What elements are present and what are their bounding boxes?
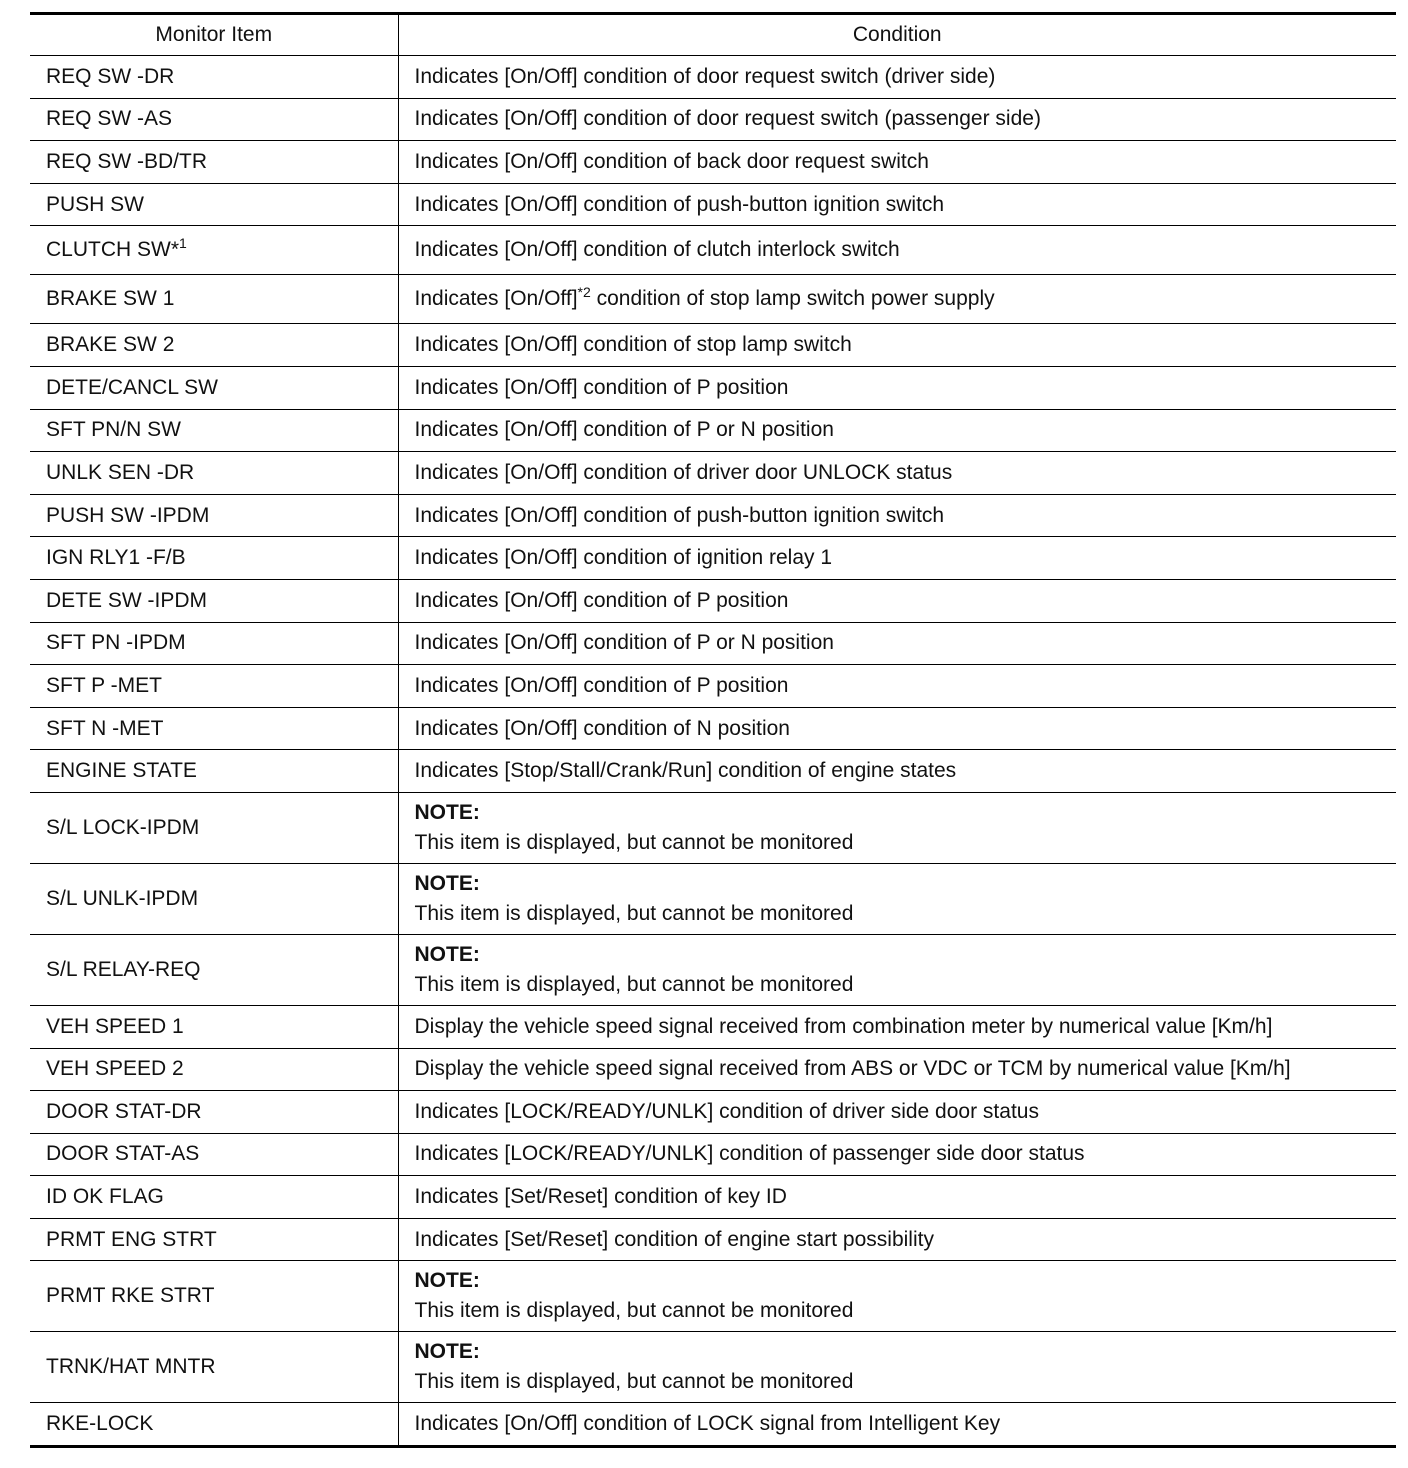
monitor-item-cell: REQ SW -DR <box>30 56 398 99</box>
monitor-item-cell: DETE/CANCL SW <box>30 366 398 409</box>
condition-cell: Display the vehicle speed signal received from ABS or VDC or TCM by numerical value [Km/h] <box>398 1048 1396 1091</box>
condition-cell: Indicates [On/Off] condition of N position <box>398 707 1396 750</box>
monitor-item-cell: SFT P -MET <box>30 665 398 708</box>
condition-cell: Indicates [On/Off] condition of P position <box>398 366 1396 409</box>
condition-cell: Indicates [On/Off] condition of push-button ignition switch <box>398 183 1396 226</box>
table-row <box>30 98 1396 141</box>
monitor-item-cell: SFT PN/N SW <box>30 409 398 452</box>
monitor-item-cell: PUSH SW <box>30 183 398 226</box>
note-text: This item is displayed, but cannot be monitored <box>414 1299 854 1323</box>
table-row <box>30 934 1396 1005</box>
table-row <box>30 183 1396 226</box>
table-row <box>30 409 1396 452</box>
condition-cell: Indicates [On/Off] condition of P position <box>398 665 1396 708</box>
footnote-marker: *2 <box>577 284 591 301</box>
condition-cell: Indicates [On/Off] condition of P or N position <box>398 409 1396 452</box>
monitor-item-cell: ENGINE STATE <box>30 750 398 793</box>
condition-cell: Indicates [Set/Reset] condition of key ID <box>398 1176 1396 1219</box>
monitor-item-cell: VEH SPEED 2 <box>30 1048 398 1091</box>
condition-cell <box>398 1332 1396 1403</box>
table-row <box>30 792 1396 863</box>
condition-cell: Indicates [On/Off] condition of driver door UNLOCK status <box>398 452 1396 495</box>
monitor-item-table <box>30 12 1396 1448</box>
table-row <box>30 622 1396 665</box>
condition-cell: Indicates [On/Off] condition of LOCK signal from Intelligent Key <box>398 1403 1396 1447</box>
condition-cell: Indicates [On/Off] condition of clutch interlock switch <box>398 226 1396 275</box>
monitor-item-cell: UNLK SEN -DR <box>30 452 398 495</box>
monitor-item-cell: REQ SW -AS <box>30 98 398 141</box>
monitor-item-text: CLUTCH SW* <box>46 238 180 262</box>
note-label: NOTE: <box>414 800 480 824</box>
table-row <box>30 1261 1396 1332</box>
condition-cell <box>398 863 1396 934</box>
table-row <box>30 537 1396 580</box>
monitor-item-cell: DOOR STAT-DR <box>30 1091 398 1134</box>
table-row <box>30 1332 1396 1403</box>
table-row <box>30 707 1396 750</box>
note-text: This item is displayed, but cannot be monitored <box>414 1370 854 1394</box>
condition-cell <box>398 275 1396 324</box>
condition-cell: Display the vehicle speed signal received from combination meter by numerical value [Km/h] <box>398 1005 1396 1048</box>
note-label: NOTE: <box>414 871 480 895</box>
table-row <box>30 494 1396 537</box>
table-row <box>30 275 1396 324</box>
note-text: This item is displayed, but cannot be monitored <box>414 901 854 925</box>
monitor-item-cell: RKE-LOCK <box>30 1403 398 1447</box>
monitor-item-cell: S/L LOCK-IPDM <box>30 792 398 863</box>
table-row <box>30 863 1396 934</box>
note-label: NOTE: <box>414 1340 480 1364</box>
monitor-item-cell: S/L UNLK-IPDM <box>30 863 398 934</box>
table-row <box>30 141 1396 184</box>
condition-cell: Indicates [On/Off] condition of door request switch (driver side) <box>398 56 1396 99</box>
condition-cell: Indicates [On/Off] condition of P or N position <box>398 622 1396 665</box>
condition-cell: Indicates [On/Off] condition of door request switch (passenger side) <box>398 98 1396 141</box>
monitor-item-cell: REQ SW -BD/TR <box>30 141 398 184</box>
monitor-item-cell: S/L RELAY-REQ <box>30 934 398 1005</box>
table-row <box>30 1005 1396 1048</box>
monitor-item-cell: BRAKE SW 1 <box>30 275 398 324</box>
condition-cell <box>398 792 1396 863</box>
monitor-item-cell: SFT PN -IPDM <box>30 622 398 665</box>
condition-cell: Indicates [On/Off] condition of push-button ignition switch <box>398 494 1396 537</box>
condition-cell: Indicates [On/Off] condition of back door request switch <box>398 141 1396 184</box>
footnote-marker: 1 <box>179 235 187 252</box>
monitor-item-cell <box>30 226 398 275</box>
monitor-item-cell: DETE SW -IPDM <box>30 579 398 622</box>
monitor-item-cell: SFT N -MET <box>30 707 398 750</box>
condition-cell: Indicates [Set/Reset] condition of engine start possibility <box>398 1218 1396 1261</box>
table-row <box>30 226 1396 275</box>
table-row <box>30 1048 1396 1091</box>
table-row <box>30 56 1396 99</box>
monitor-item-cell: VEH SPEED 1 <box>30 1005 398 1048</box>
monitor-item-cell: ID OK FLAG <box>30 1176 398 1219</box>
note-text: This item is displayed, but cannot be monitored <box>414 830 854 854</box>
table-row <box>30 1133 1396 1176</box>
monitor-item-cell: DOOR STAT-AS <box>30 1133 398 1176</box>
monitor-item-table-container <box>30 12 1396 1448</box>
note-text: This item is displayed, but cannot be monitored <box>414 972 854 996</box>
condition-cell: Indicates [On/Off] condition of stop lamp switch <box>398 324 1396 367</box>
condition-cell: Indicates [LOCK/READY/UNLK] condition of passenger side door status <box>398 1133 1396 1176</box>
note-label: NOTE: <box>414 942 480 966</box>
monitor-item-cell: TRNK/HAT MNTR <box>30 1332 398 1403</box>
condition-text: condition of stop lamp switch power supply <box>590 287 995 311</box>
table-row <box>30 1218 1396 1261</box>
monitor-item-cell: IGN RLY1 -F/B <box>30 537 398 580</box>
table-row <box>30 1091 1396 1134</box>
column-header-monitor-item: Monitor Item <box>30 14 398 56</box>
table-row <box>30 579 1396 622</box>
table-header-row <box>30 14 1396 56</box>
table-row <box>30 665 1396 708</box>
condition-cell: Indicates [Stop/Stall/Crank/Run] condition of engine states <box>398 750 1396 793</box>
condition-text: Indicates [On/Off] <box>414 287 578 311</box>
monitor-item-cell: PUSH SW -IPDM <box>30 494 398 537</box>
condition-cell: Indicates [LOCK/READY/UNLK] condition of driver side door status <box>398 1091 1396 1134</box>
table-row <box>30 1403 1396 1447</box>
table-row <box>30 1176 1396 1219</box>
note-label: NOTE: <box>414 1269 480 1293</box>
column-header-condition: Condition <box>398 14 1396 56</box>
table-row <box>30 750 1396 793</box>
monitor-item-cell: BRAKE SW 2 <box>30 324 398 367</box>
monitor-item-cell: PRMT ENG STRT <box>30 1218 398 1261</box>
monitor-item-cell: PRMT RKE STRT <box>30 1261 398 1332</box>
table-row <box>30 366 1396 409</box>
condition-cell: Indicates [On/Off] condition of ignition relay 1 <box>398 537 1396 580</box>
condition-cell <box>398 1261 1396 1332</box>
table-row <box>30 452 1396 495</box>
condition-cell: Indicates [On/Off] condition of P position <box>398 579 1396 622</box>
condition-cell <box>398 934 1396 1005</box>
table-row <box>30 324 1396 367</box>
